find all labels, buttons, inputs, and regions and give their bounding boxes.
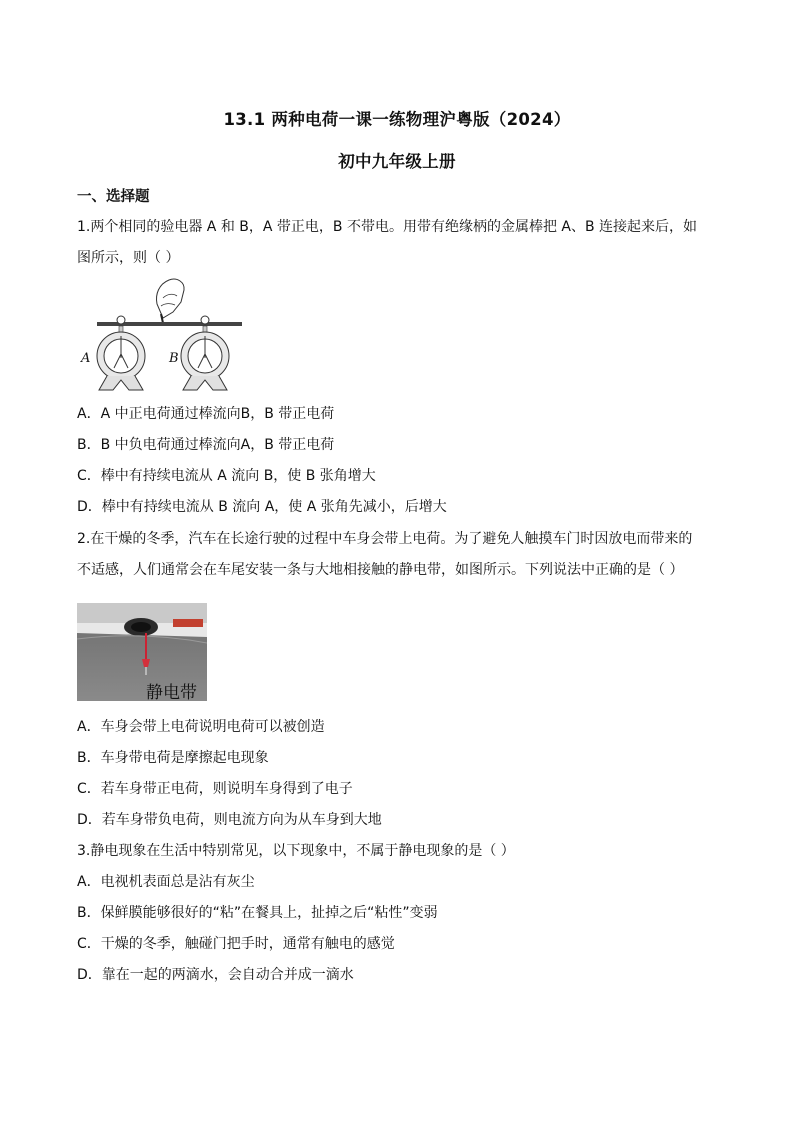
question-2-stem-line-1: 2.在干燥的冬季，汽车在长途行驶的过程中车身会带上电荷。为了避免人触摸车门时因放电而带来的	[77, 531, 693, 547]
question-1-option-b: B．B 中负电荷通过棒流向A，B 带正电荷	[77, 437, 335, 453]
question-1-option-c: C．棒中有持续电流从 A 流向 B，使 B 张角增大	[77, 468, 376, 484]
question-3-option-b: B．保鲜膜能够很好的“粘”在餐具上，扯掉之后“粘性”变弱	[77, 905, 438, 921]
question-1-stem-line-2: 图所示，则（ ）	[77, 250, 180, 266]
question-2-option-b: B．车身带电荷是摩擦起电现象	[77, 750, 269, 766]
question-2-option-c: C．若车身带正电荷，则说明车身得到了电子	[77, 781, 353, 797]
static-strap-label: 静电带	[146, 683, 197, 703]
question-2-stem-line-2: 不适感，人们通常会在车尾安装一条与大地相接触的静电带，如图所示。下列说法中正确的是（ ）	[77, 562, 684, 578]
electroscope-b	[181, 316, 229, 390]
document-subtitle: 初中九年级上册	[338, 152, 456, 171]
question-3-option-a: A．电视机表面总是沾有灰尘	[77, 874, 255, 890]
question-1-stem-line-1: 1.两个相同的验电器 A 和 B，A 带正电，B 不带电。用带有绝缘柄的金属棒把 A、B 连接起来后，如	[77, 219, 698, 235]
question-3-option-c: C．干燥的冬季，触碰门把手时，通常有触电的感觉	[77, 936, 395, 952]
question-3-option-d: D．靠在一起的两滴水，会自动合并成一滴水	[77, 967, 354, 983]
label-a: A	[81, 351, 91, 366]
question-1-option-a: A．A 中正电荷通过棒流向B，B 带正电荷	[77, 406, 335, 422]
document-title: 13.1 两种电荷一课一练物理沪粤版（2024）	[223, 110, 571, 129]
question-3-stem: 3.静电现象在生活中特别常见，以下现象中，不属于静电现象的是（ ）	[77, 843, 515, 859]
question-2-option-a: A．车身会带上电荷说明电荷可以被创造	[77, 719, 325, 735]
question-2-option-d: D．若车身带负电荷，则电流方向为从车身到大地	[77, 812, 382, 828]
electroscope-figure	[77, 276, 252, 396]
electroscope-a	[97, 316, 145, 390]
section-heading: 一、选择题	[77, 189, 150, 205]
question-1-option-d: D．棒中有持续电流从 B 流向 A，使 A 张角先减小，后增大	[77, 499, 447, 515]
label-b: B	[169, 351, 179, 366]
